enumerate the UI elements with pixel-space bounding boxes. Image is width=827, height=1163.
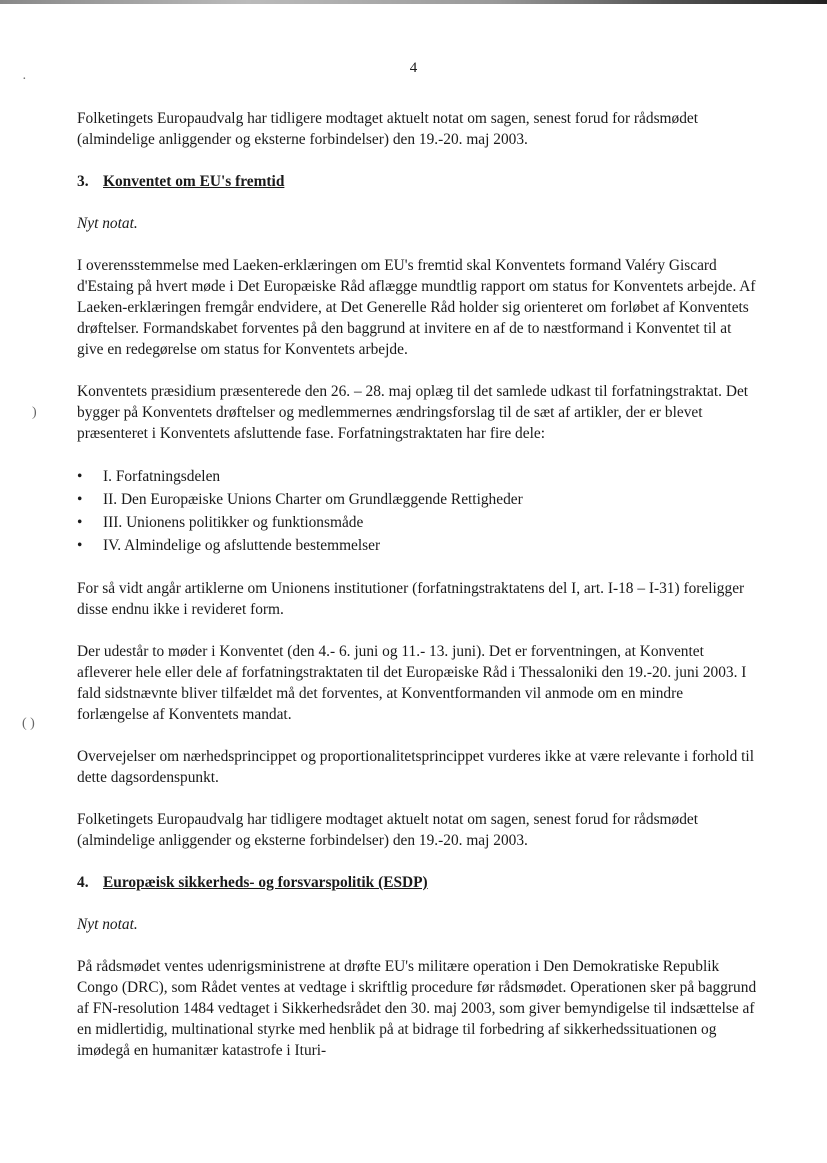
list-item: • I. Forfatningsdelen [77, 468, 221, 485]
list-item: • III. Unionens politikker og funktionsmåde [77, 514, 364, 531]
section-3-notat: Nyt notat. [77, 215, 138, 232]
margin-punch-mark: ) [32, 405, 37, 420]
section-3-paragraph: I overensstemmelse med Laeken-erklæringen om EU's fremtid skal Konventets formand Valéry Giscard d'Estaing på hvert møde i Det Europæiske Råd aflægge mundtlig rapport om status for Konventets arbejde. Af Laeken-erklæringen fremgår endvidere, at Det Generelle Råd holder sig orienteret om forløbet af Konventets drøftelser. Formandskabet forventes på den baggrund at invitere en af de to næstformand i Konventet til at give en redegørelse om status for Konventets arbejde. [77, 257, 756, 358]
list-item-label: II. Den Europæiske Unions Charter om Grundlæggende Rettigheder [103, 491, 523, 508]
section-3-number: 3. [77, 173, 89, 190]
intro-paragraph: Folketingets Europaudvalg har tidligere modtaget aktuelt notat om sagen, senest forud for rådsmødet (almindelige anliggender og eksterne forbindelser) den 19.-20. maj 2003. [77, 110, 699, 148]
section-4-number: 4. [77, 874, 89, 891]
margin-punch-mark: ( ) [22, 716, 35, 731]
list-item-label: IV. Almindelige og afsluttende bestemmelser [103, 537, 381, 554]
section-3-paragraph: Konventets præsidium præsenterede den 26. – 28. maj oplæg til det samlede udkast til forfatningstraktat. Det bygger på Konventets drøftelser og medlemmernes ændringsforslag til de sæt af artikler, der er blevet præsenteret i Konventets afsluttende fase. Forfatningstraktaten har fire dele: [77, 383, 749, 442]
section-3-paragraph: Folketingets Europaudvalg har tidligere modtaget aktuelt notat om sagen, senest forud for rådsmødet (almindelige anliggender og eksterne forbindelser) den 19.-20. maj 2003. [77, 811, 699, 849]
section-4-heading [77, 872, 757, 893]
margin-punch-mark: · [22, 72, 27, 87]
section-3-paragraph: Der udestår to møder i Konventet (den 4.- 6. juni og 11.- 13. juni). Det er forventningen, at Konventet afleverer hele eller dele af forfatningstraktaten til det Europæiske Råd i Thessaloniki den 19.-20. juni 2003. I fald sidstnævnte bliver tilfældet må det forventes, at Konventformanden vil anmode om en mindre forlængelse af Konventets mandat. [77, 643, 747, 723]
section-4-notat: Nyt notat. [77, 916, 138, 933]
list-item-label: I. Forfatningsdelen [103, 468, 221, 485]
constitution-parts-list [77, 465, 757, 557]
page-number: 4 [409, 60, 418, 76]
scan-top-edge [0, 0, 827, 4]
section-3-paragraph: For så vidt angår artiklerne om Unionens institutioner (forfatningstraktatens del I, art. I-18 – I-31) foreligger disse endnu ikke i revideret form. [77, 580, 745, 618]
document-body [77, 108, 757, 1082]
section-3-heading [77, 171, 757, 192]
list-item-label: III. Unionens politikker og funktionsmåde [103, 514, 364, 531]
section-4-title: Europæisk sikkerheds- og forsvarspolitik (ESDP) [103, 874, 428, 891]
section-4-paragraph: På rådsmødet ventes udenrigsministrene at drøfte EU's militære operation i Den Demokratiske Republik Congo (DRC), som Rådet ventes at vedtage i skriftlig procedure før rådsmødet. Operationen sker på baggrund af FN-resolution 1484 vedtaget i Sikkerhedsrådet den 30. maj 2003, som giver bemyndigelse til indsættelse af en midlertidig, multinational styrke med henblik på at bidrage til forbedring af sikkerhedssituationen og imødegå en humanitær katastrofe i Ituri- [77, 958, 757, 1059]
section-3-title: Konventet om EU's fremtid [103, 173, 285, 190]
list-item: • IV. Almindelige og afsluttende bestemmelser [77, 537, 381, 554]
list-item: • II. Den Europæiske Unions Charter om Grundlæggende Rettigheder [77, 491, 523, 508]
section-3-paragraph: Overvejelser om nærhedsprincippet og proportionalitetsprincippet vurderes ikke at være relevante i forhold til dette dagsordenspunkt. [77, 748, 754, 786]
